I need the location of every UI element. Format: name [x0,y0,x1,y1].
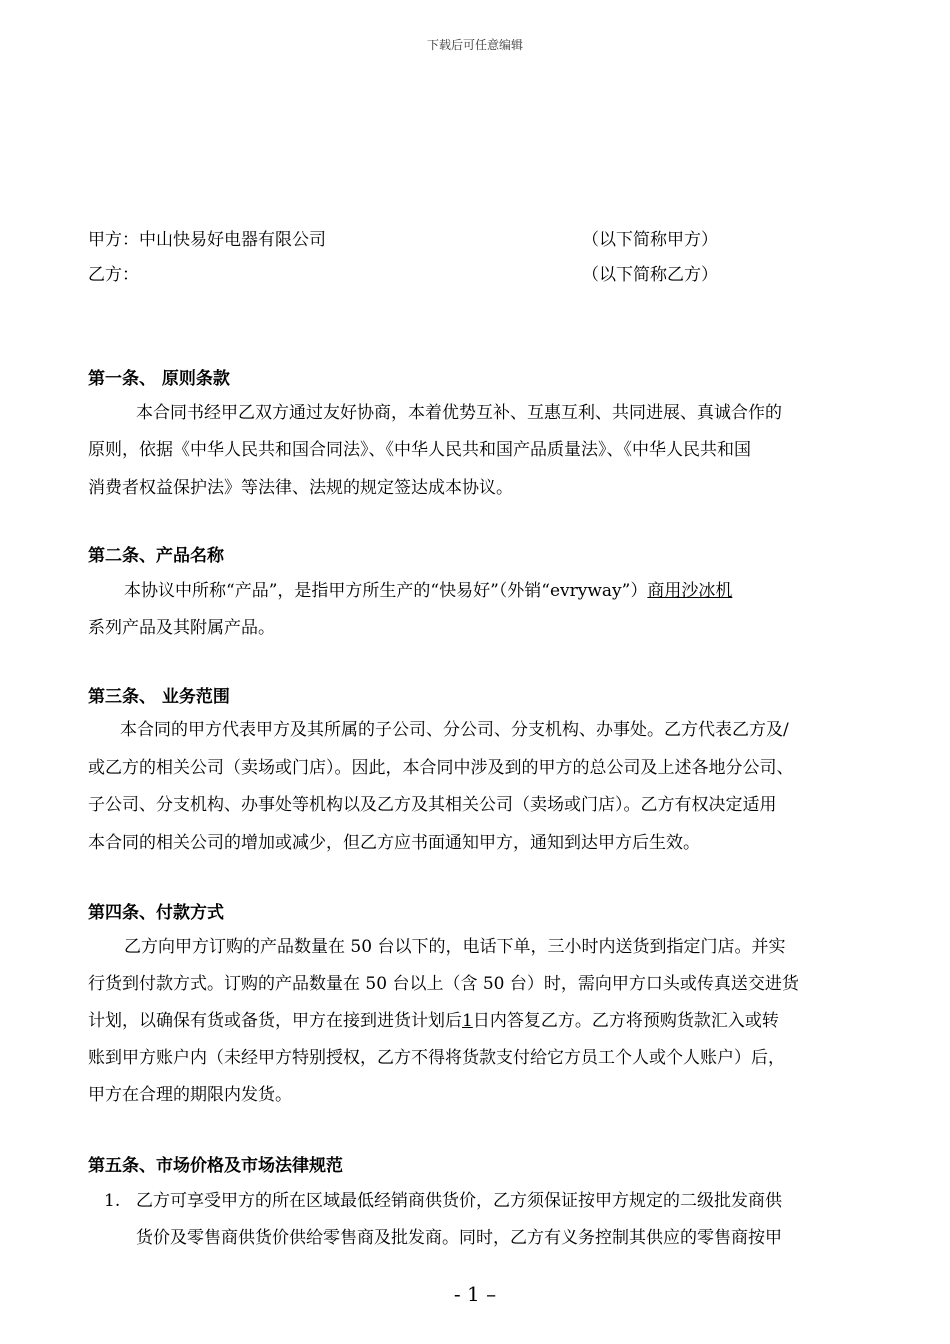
article1-line: 原则，依据《中华人民共和国合同法》、《中华人民共和国产品质量法》、《中华人民共和国 [88,440,751,460]
article2-product-name: 商用沙冰机 [647,581,733,601]
header-note: 下载后可任意编辑 [426,38,523,52]
article3-line: 本合同的甲方代表甲方及其所属的子公司、分公司、分支机构、办事处。乙方代表乙方及/ [120,720,789,740]
article2-line2: 系列产品及其附属产品。 [88,618,275,638]
article3-line: 子公司、分支机构、办事处等机构以及乙方及其相关公司（卖场或门店）。乙方有权决定适用 [88,795,777,815]
article5-item1-line2: 货价及零售商供货价供给零售商及批发商。同时，乙方有义务控制其供应的零售商按甲 [136,1228,782,1248]
article4-line3 [88,1010,779,1032]
article1-title: 第一条、 原则条款 [88,369,230,389]
article5-title: 第五条、市场价格及市场法律规范 [88,1156,343,1176]
party-a-alias: （以下简称甲方） [582,230,718,250]
party-b-alias: （以下简称乙方） [582,265,718,285]
article2-line1 [124,580,732,602]
article1-line: 本合同书经甲乙双方通过友好协商，本着优势互补、互惠互利、共同进展、真诚合作的 [136,403,782,423]
article4-line5: 甲方在合理的期限内发货。 [88,1085,292,1105]
article4-line4: 账到甲方账户内（未经甲方特别授权，乙方不得将货款支付给它方员工个人或个人账户）后， [88,1048,785,1068]
party-a-label: 甲方：中山快易好电器有限公司 [88,230,326,250]
party-b-label: 乙方： [88,265,139,285]
article5-item1-line1: 乙方可享受甲方的所在区域最低经销商供货价，乙方须保证按甲方规定的二级批发商供 [136,1191,782,1211]
article4-line1: 乙方向甲方订购的产品数量在 50 台以下的，电话下单，三小时内送货到指定门店。并实 [124,937,786,957]
article4-line3-pre: 计划，以确保有货或备货，甲方在接到进货计划后 [88,1011,462,1031]
article1-line: 消费者权益保护法》等法律、法规的规定签达成本协议。 [88,478,513,498]
article3-line: 本合同的相关公司的增加或减少，但乙方应书面通知甲方，通知到达甲方后生效。 [88,833,700,853]
article2-title: 第二条、产品名称 [88,546,224,566]
article3-line: 或乙方的相关公司（卖场或门店）。因此，本合同中涉及到的甲方的总公司及上述各地分公司、 [88,758,794,778]
article4-title: 第四条、付款方式 [88,903,224,923]
article4-line2: 行货到付款方式。订购的产品数量在 50 台以上（含 50 台）时，需向甲方口头或传真送交进货 [88,974,799,994]
article3-title: 第三条、 业务范围 [88,687,230,707]
article2-line1-text: 本协议中所称“产品”，是指甲方所生产的“快易好”（外销“evryway”） [124,581,648,601]
page-number: - 1 – [453,1282,497,1306]
article4-line3-post: 日内答复乙方。乙方将预购货款汇入或转 [472,1011,779,1031]
article5-item1-number: 1. [104,1191,121,1211]
article4-days-value: 1 [462,1011,473,1031]
